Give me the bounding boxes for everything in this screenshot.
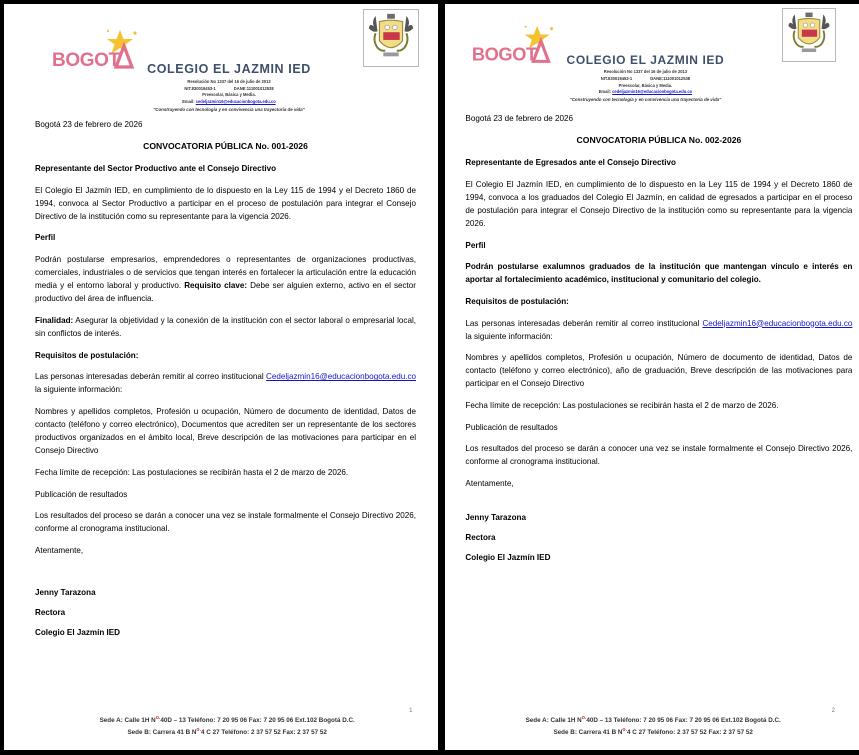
convocatoria-subtitle: Representante del Sector Productivo ante el Consejo Directivo	[35, 164, 277, 174]
footer-sede-b-rest: 4 C 27 Teléfono: 2 37 57 52 Fax: 2 37 57 52	[201, 729, 327, 737]
institutional-email-link[interactable]: Cedeljazmin16@educacionbogota.edu.co	[266, 372, 416, 382]
footer-sede-b-sup: o.	[622, 727, 628, 734]
requisitos-intro-a: Las personas interesadas deberán remitir al correo institucional	[465, 318, 703, 328]
perfil-heading: Perfil	[465, 240, 486, 250]
requisitos-intro-a: Las personas interesadas deberán remitir al correo institucional	[35, 372, 267, 382]
perfil-heading: Perfil	[35, 233, 56, 243]
email-label: Email:	[182, 98, 195, 104]
dane-value: DANE:111001012538	[233, 85, 274, 91]
signer-name: Jenny Tarazona	[35, 588, 96, 598]
header-email-link[interactable]: cedeljazmin16@educacionbogota.edu.co	[195, 98, 276, 104]
nit-dane-line	[519, 76, 771, 83]
email-label: Email:	[598, 89, 611, 95]
footer-sede-a-prefix: Sede A: Calle 1H N	[525, 716, 582, 724]
intro-paragraph: El Colegio El Jazmín IED, en cumplimiento de lo dispuesto en la Ley 115 de 1994 y el Decreto 1860 de 1994, convoca al Sector Productivo a participar en el proceso de postulación para integrar el Consejo Directivo de la institución como su representante para la vigencia 2026.	[35, 185, 416, 221]
signer-role: Rectora	[35, 608, 66, 618]
levels-line: Preescolar, Básica y Media.	[618, 82, 673, 88]
convocatoria-title: CONVOCATORIA PÚBLICA No. 002-2026	[576, 134, 742, 145]
footer-sede-b-rest: 4 C 27 Teléfono: 2 37 57 52 Fax: 2 37 57 52	[627, 729, 753, 737]
page-number-1: 1	[409, 708, 413, 714]
frame-top-border	[0, 0, 859, 4]
signature-block	[35, 587, 416, 638]
requisitos-heading: Requisitos de postulación:	[465, 296, 569, 306]
signature-block	[465, 512, 852, 563]
footer-sede-b-prefix: Sede B: Carrera 41 B N	[127, 729, 197, 737]
signer-org: Colegio El Jazmín IED	[465, 553, 551, 563]
school-coat-of-arms	[782, 8, 836, 62]
fecha-limite: Fecha límite de recepción: Las postulaciones se recibirán hasta el 2 de marzo de 2026.	[35, 468, 349, 477]
frame-left-border	[0, 0, 4, 755]
resolution-line: Resolución No 1337 del 16 de julio de 2013	[603, 69, 688, 75]
atentamente: Atentamente,	[35, 545, 84, 555]
footer-sede-b-prefix: Sede B: Carrera 41 B N	[553, 729, 623, 737]
requisitos-intro-b: la siguiente información:	[35, 385, 123, 395]
perfil-text-a: Podrán postularse empresarios, emprendedores o representantes de organizaciones productivas, comerciales, industriales o de servicios que tengan interés en fortalecer la articulación entre la educación media y el entorno laboral y productivo.	[35, 255, 416, 291]
page-footer-2	[441, 714, 859, 739]
fecha-limite: Fecha límite de recepción: Las postulaciones se recibirán hasta el 2 de marzo de 2026.	[465, 401, 779, 411]
perfil-paragraph: Podrán postularse exalumnos graduados de la institución que mantengan vinculo e interés en aportar al fortalecimiento académico, institucional y comunitario del colegio.	[465, 262, 853, 285]
nit-value: NIT.830019453-1	[184, 85, 216, 91]
school-motto: "Construyendo con tecnología y en convivencia una trayectoria de vida"	[569, 96, 722, 102]
frame-bottom-border	[0, 750, 859, 755]
header-email-line	[104, 99, 354, 106]
date-line: Bogotá 23 de febrero de 2026	[35, 120, 143, 129]
footer-sede-a-sup: o.	[581, 714, 587, 721]
footer-line-sede-b	[20, 726, 434, 739]
footer-sede-a-rest: 40D – 13 Teléfono: 7 20 95 06 Fax: 7 20 95 06 Ext.102 Bogotá D.C.	[160, 716, 355, 724]
school-name: COLEGIO EL JAZMIN IED	[566, 53, 725, 67]
footer-sede-a-prefix: Sede A: Calle 1H N	[99, 716, 156, 724]
convocatoria-subtitle: Representante de Egresados ante el Consejo Directivo	[465, 158, 676, 168]
requisitos-intro-b: la siguiente información:	[465, 331, 553, 341]
nit-dane-line	[104, 86, 354, 93]
letterhead-text-page-1	[104, 62, 354, 113]
dane-value: DANE:111001012538	[650, 76, 691, 82]
requisito-clave-label: Requisito clave:	[184, 281, 248, 291]
svg-text:BOGOT: BOGOT	[52, 50, 120, 71]
letterhead-page-2	[449, 0, 851, 112]
school-name: COLEGIO EL JAZMIN IED	[147, 62, 311, 76]
letterhead-page-1	[4, 0, 424, 118]
finalidad-text: Asegurar la objetividad y la conexión de la institución con el sector laboral o empresarial local, sin conflictos de interés.	[35, 316, 416, 339]
header-email-link[interactable]: cedeljazmin16@educacionbogota.edu.co	[612, 89, 693, 95]
header-email-line	[519, 89, 771, 96]
letterhead-text-page-2	[519, 53, 771, 103]
page-divider	[438, 0, 445, 755]
requisitos-intro	[35, 370, 416, 396]
page-footer-1	[0, 714, 434, 739]
page-number-2: 2	[831, 708, 835, 714]
footer-sede-b-sup: o.	[196, 727, 202, 734]
signer-role: Rectora	[465, 533, 496, 543]
school-motto: "Construyendo con tecnología y en convivencia una trayectoria de vida"	[153, 106, 305, 112]
finalidad-label: Finalidad:	[35, 316, 74, 326]
requisitos-heading: Requisitos de postulación:	[35, 350, 139, 360]
publicacion-text: Los resultados del proceso se darán a conocer una vez se instale formalmente el Consejo Directivo 2026, conforme al cronograma institucional.	[465, 444, 853, 467]
publicacion-text: Los resultados del proceso se darán a conocer una vez se instale formalmente el Consejo Directivo 2026, conforme al cronograma institucional.	[35, 511, 416, 534]
footer-sede-a-sup: o.	[155, 714, 161, 721]
intro-paragraph: El Colegio El Jazmín IED, en cumplimiento de lo dispuesto en la Ley 115 de 1994 y el Decreto 1860 de 1994, convoca a los graduados del Colegio El Jazmín, en calidad de egresados a participar en el proceso de postulación para integrar el Consejo Directivo de la institución como su representante para la vigencia 2026.	[465, 179, 853, 228]
requisitos-intro	[465, 317, 852, 343]
footer-line-sede-a	[20, 714, 434, 727]
resolution-line: Resolución No 1337 del 16 de julio de 2013	[187, 79, 271, 84]
levels-line: Preescolar, Básica y Media.	[202, 92, 256, 98]
atentamente: Atentamente,	[465, 479, 514, 488]
publicacion-heading: Publicación de resultados	[465, 422, 558, 432]
school-coat-of-arms	[363, 9, 419, 67]
requisitos-list: Nombres y apellidos completos, Profesión u ocupación, Número de documento de identidad, Datos de contacto (teléfono y correo electrónico), Documentos que acrediten ser un representante de los sectores productivos organizados en el ámbito local, Breve descripción de las motivaciones para participar en el Consejo Directivo	[35, 407, 416, 456]
perfil-text-b: Debe ser alguien externo, activo en el sector productivo del área de influencia.	[35, 281, 416, 304]
document-body-page-1	[4, 118, 424, 639]
convocatoria-title: CONVOCATORIA PÚBLICA No. 001-2026	[143, 140, 308, 151]
requisitos-list: Nombres y apellidos completos, Profesión u ocupación, Número de documento de identidad, Datos de contacto (teléfono y correo electrónico), año de graduación, Breve descripción de las motivaciones para participar en el Consejo Directivo	[465, 353, 853, 389]
footer-line-sede-b	[447, 726, 859, 739]
footer-sede-a-rest: 40D – 13 Teléfono: 7 20 95 06 Fax: 7 20 95 06 Ext.102 Bogotá D.C.	[586, 716, 781, 724]
signer-org: Colegio El Jazmín IED	[35, 628, 121, 638]
date-line: Bogotá 23 de febrero de 2026	[465, 114, 573, 123]
institutional-email-link[interactable]: Cedeljazmin16@educacionbogota.edu.co	[702, 318, 853, 328]
footer-line-sede-a	[447, 714, 859, 727]
document-body-page-2	[449, 112, 859, 564]
document-page-2	[441, 0, 859, 755]
svg-text:BOGOT: BOGOT	[472, 43, 538, 65]
publicacion-heading: Publicación de resultados	[35, 489, 128, 499]
nit-value: NIT.830019453-1	[600, 76, 633, 82]
finalidad-paragraph	[35, 314, 416, 340]
perfil-paragraph	[35, 253, 416, 305]
signer-name: Jenny Tarazona	[465, 513, 526, 523]
